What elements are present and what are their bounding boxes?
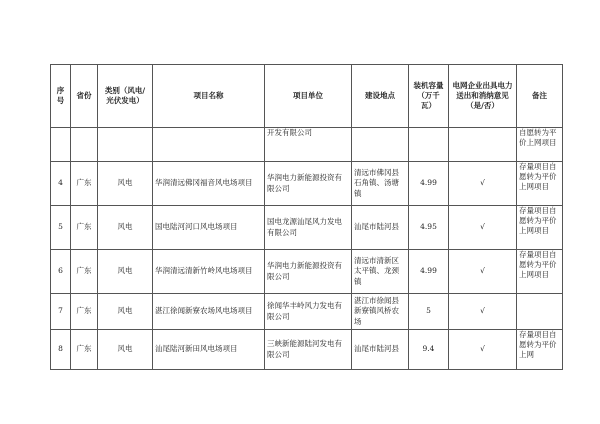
cell-project-name: 湛江徐闻新寮农场风电场项目 <box>153 294 265 330</box>
cell-category <box>98 128 153 162</box>
cell-seq: 4 <box>51 162 71 206</box>
table-row <box>51 294 563 330</box>
cell-project-name <box>153 128 265 162</box>
cell-project-unit: 国电龙源汕尾风力发电有限公司 <box>265 206 352 250</box>
cell-grid-opinion: √ <box>449 206 517 250</box>
cell-category: 风电 <box>98 294 153 330</box>
cell-province: 广东 <box>71 162 98 206</box>
cell-province: 广东 <box>71 330 98 370</box>
header-grid-opinion: 电网企业出具电力送出和消纳意见（是/否） <box>449 65 517 128</box>
cell-category: 风电 <box>98 250 153 294</box>
table-row <box>51 162 563 206</box>
cell-province: 广东 <box>71 206 98 250</box>
cell-location <box>352 128 409 162</box>
cell-seq <box>51 128 71 162</box>
cell-remarks: 自愿转为平价上网项目 <box>517 128 563 162</box>
cell-province <box>71 128 98 162</box>
cell-seq: 6 <box>51 250 71 294</box>
cell-location: 清远市清新区太平镇、龙颈镇 <box>352 250 409 294</box>
cell-seq: 7 <box>51 294 71 330</box>
cell-project-unit: 华润电力新能源投资有限公司 <box>265 250 352 294</box>
table-row <box>51 250 563 294</box>
cell-location: 清远市佛冈县石角镇、汤塘镇 <box>352 162 409 206</box>
cell-grid-opinion: √ <box>449 294 517 330</box>
cell-remarks: 存量项目自愿转为平价上网项目 <box>517 206 563 250</box>
header-project-name: 项目名称 <box>153 65 265 128</box>
cell-location: 汕尾市陆河县 <box>352 206 409 250</box>
cell-capacity: 4.99 <box>409 250 449 294</box>
table-row <box>51 206 563 250</box>
header-remarks: 备注 <box>517 65 563 128</box>
header-category: 类别（风电/光伏发电） <box>98 65 153 128</box>
header-capacity: 装机容量（万千瓦） <box>409 65 449 128</box>
header-project-unit: 项目单位 <box>265 65 352 128</box>
cell-province: 广东 <box>71 250 98 294</box>
cell-project-unit: 开发有限公司 <box>265 128 352 162</box>
project-table <box>50 64 563 370</box>
header-province: 省份 <box>71 65 98 128</box>
cell-capacity: 4.99 <box>409 162 449 206</box>
cell-category: 风电 <box>98 206 153 250</box>
cell-location: 汕尾市陆河县 <box>352 330 409 370</box>
cell-seq: 8 <box>51 330 71 370</box>
cell-project-name: 汕尾陆河新田风电场项目 <box>153 330 265 370</box>
cell-seq: 5 <box>51 206 71 250</box>
cell-capacity: 5 <box>409 294 449 330</box>
cell-project-unit: 三峡新能源陆河发电有限公司 <box>265 330 352 370</box>
cell-capacity <box>409 128 449 162</box>
cell-grid-opinion <box>449 128 517 162</box>
cell-remarks: 存量项目自愿转为平价上网项目 <box>517 250 563 294</box>
cell-project-unit: 华润电力新能源投资有限公司 <box>265 162 352 206</box>
cell-province: 广东 <box>71 294 98 330</box>
table-row <box>51 128 563 162</box>
table-row <box>51 330 563 370</box>
cell-remarks: 存量项目自愿转为平价上网 <box>517 330 563 370</box>
cell-grid-opinion: √ <box>449 250 517 294</box>
header-location: 建设地点 <box>352 65 409 128</box>
table-header-row <box>51 65 563 128</box>
cell-category: 风电 <box>98 162 153 206</box>
cell-project-name: 国电陆河河口风电场项目 <box>153 206 265 250</box>
cell-capacity: 4.95 <box>409 206 449 250</box>
cell-project-name: 华润清远清新竹岭风电场项目 <box>153 250 265 294</box>
cell-project-name: 华润清远佛冈福音风电场项目 <box>153 162 265 206</box>
cell-location: 湛江市徐闻县新寮镇风桥农场 <box>352 294 409 330</box>
cell-remarks <box>517 294 563 330</box>
header-seq: 序号 <box>51 65 71 128</box>
cell-grid-opinion: √ <box>449 162 517 206</box>
cell-category: 风电 <box>98 330 153 370</box>
cell-remarks: 存量项目自愿转为平价上网项目 <box>517 162 563 206</box>
cell-grid-opinion: √ <box>449 330 517 370</box>
cell-capacity: 9.4 <box>409 330 449 370</box>
cell-project-unit: 徐闻华丰岭风力发电有限公司 <box>265 294 352 330</box>
